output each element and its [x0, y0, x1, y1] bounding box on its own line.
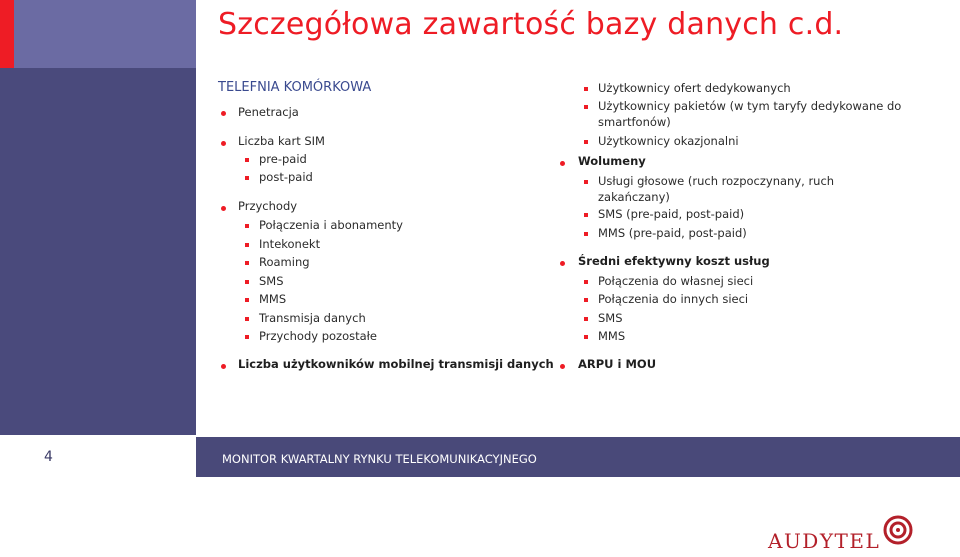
- list-item: Penetracja: [238, 105, 299, 119]
- list-item: Wolumeny: [578, 154, 646, 168]
- list-item-continuation: zakańczany): [598, 190, 670, 204]
- bullet-square-icon: [584, 180, 588, 184]
- list-item: Połączenia do innych sieci: [598, 292, 749, 306]
- audytel-logo-icon: [872, 514, 916, 550]
- bullet-square-icon: [584, 317, 588, 321]
- list-item: ARPU i MOU: [578, 357, 657, 371]
- bullet-dot-icon: [221, 364, 226, 369]
- logo-wordmark: AUDYTEL: [768, 529, 881, 553]
- bullet-square-icon: [584, 87, 588, 91]
- list-item: Intekonekt: [259, 237, 321, 251]
- list-item: Użytkownicy ofert dedykowanych: [598, 81, 791, 95]
- bullet-square-icon: [584, 298, 588, 302]
- list-item: MMS (pre-paid, post-paid): [598, 226, 747, 240]
- bullet-square-icon: [584, 232, 588, 236]
- bullet-dot-icon: [560, 261, 565, 266]
- bullet-square-icon: [245, 335, 249, 339]
- list-item: Połączenia do własnej sieci: [598, 274, 754, 288]
- list-item: post-paid: [259, 170, 313, 184]
- list-item: Liczba użytkowników mobilnej transmisji danych: [238, 357, 554, 371]
- list-item: Transmisja danych: [259, 311, 366, 325]
- bullet-square-icon: [584, 213, 588, 217]
- list-item: Przychody pozostałe: [259, 329, 378, 343]
- bullet-square-icon: [584, 140, 588, 144]
- sidebar-top-band: [0, 0, 196, 68]
- page-number: 4: [44, 449, 53, 465]
- list-item: pre-paid: [259, 152, 307, 166]
- bullet-square-icon: [584, 335, 588, 339]
- section-heading: TELEFNIA KOMÓRKOWA: [218, 80, 372, 95]
- bullet-square-icon: [245, 317, 249, 321]
- list-item: Użytkownicy pakietów (w tym taryfy dedykowane do: [598, 99, 902, 113]
- list-item: SMS: [598, 311, 623, 325]
- list-item: Usługi głosowe (ruch rozpoczynany, ruch: [598, 174, 835, 188]
- list-item: MMS: [259, 292, 287, 306]
- list-item: MMS: [598, 329, 626, 343]
- bullet-square-icon: [245, 261, 249, 265]
- list-item: Średni efektywny koszt usług: [578, 254, 770, 268]
- bullet-square-icon: [584, 105, 588, 109]
- bullet-dot-icon: [221, 111, 226, 116]
- bullet-square-icon: [245, 176, 249, 180]
- bullet-square-icon: [245, 280, 249, 284]
- red-accent-bar: [0, 0, 14, 68]
- bullet-dot-icon: [221, 141, 226, 146]
- bullet-square-icon: [245, 243, 249, 247]
- bullet-dot-icon: [560, 161, 565, 166]
- page-title: Szczegółowa zawartość bazy danych c.d.: [218, 7, 844, 42]
- list-item: Przychody: [238, 199, 298, 213]
- list-item: Użytkownicy okazjonalni: [598, 134, 739, 148]
- list-item-continuation: smartfonów): [598, 115, 671, 129]
- bullet-dot-icon: [221, 206, 226, 211]
- bullet-square-icon: [245, 298, 249, 302]
- list-item: SMS: [259, 274, 284, 288]
- bullet-square-icon: [245, 224, 249, 228]
- list-item: Połączenia i abonamenty: [259, 218, 403, 232]
- list-item: SMS (pre-paid, post-paid): [598, 207, 745, 221]
- bullet-square-icon: [245, 158, 249, 162]
- list-item: Liczba kart SIM: [238, 134, 325, 148]
- footer-text: MONITOR KWARTALNY RYNKU TELEKOMUNIKACYJNEGO: [222, 452, 537, 466]
- footer-left-panel: [0, 437, 194, 477]
- bullet-square-icon: [584, 280, 588, 284]
- list-item: Roaming: [259, 255, 310, 269]
- bullet-dot-icon: [560, 364, 565, 369]
